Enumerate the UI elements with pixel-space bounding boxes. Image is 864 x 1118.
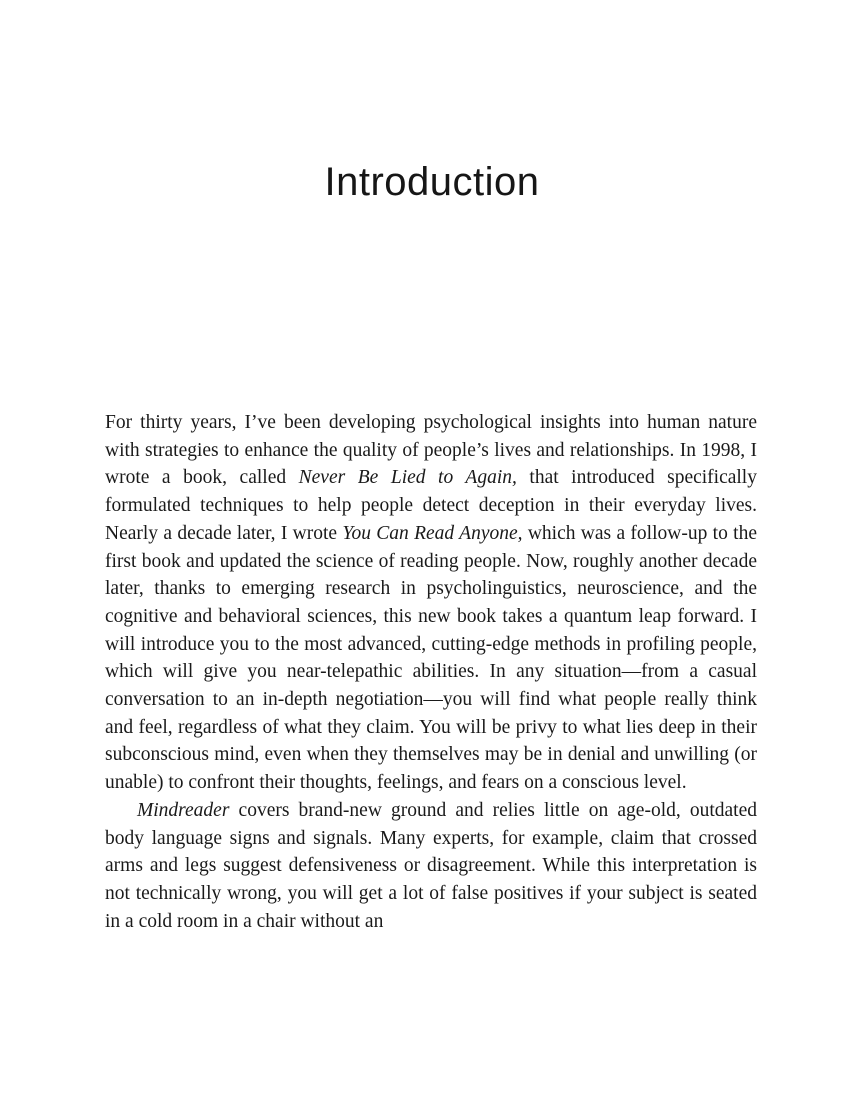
text-segment: which was a follow-up to the first book and updated the science of reading people. Now, roughly another decade later, thanks to emerging research in psycholinguistics, neuroscience, and the cognitive and behavioral sciences, this new book takes a quantum leap forward. I will introduce you to the most advanced, cutting-edge methods in profiling people, which will give you near-telepathic abilities. In any situation—from a casual conversation to an in-depth negotiation—you will find what people really think and feel, regardless of what they claim. You will be privy to what lies deep in their subconscious mind, even when they themselves may be in denial and unwilling (or unable) to confront their thoughts, feelings, and fears on a conscious level. [105, 522, 757, 794]
text-segment: covers brand-new ground and relies little on age-old, outdated body language signs and signals. Many experts, for example, claim that crossed arms and legs suggest defensiveness or disagreement. While this interpretation is not technically wrong, you will get a lot of false positives if your subject is seated in a cold room in a chair without an [105, 799, 757, 932]
paragraph-2 [105, 797, 757, 936]
text-segment: For thirty years, I’ve been developing psychological insights into human nature with strategies to enhance the quality of people’s lives and relationships. In 1998, I wrote a book, called [105, 412, 757, 489]
book-title-italic: Never Be Lied to Again, [298, 467, 517, 489]
text-segment: that introduced specifically formulated techniques to help people detect deception in their everyday lives. Nearly a decade later, I wrote [105, 467, 757, 544]
book-title-italic: You Can Read Anyone, [342, 522, 523, 544]
book-title-italic: Mindreader [137, 799, 230, 821]
paragraph-1 [105, 409, 757, 797]
body-text [105, 409, 757, 935]
chapter-title: Introduction [324, 160, 540, 204]
